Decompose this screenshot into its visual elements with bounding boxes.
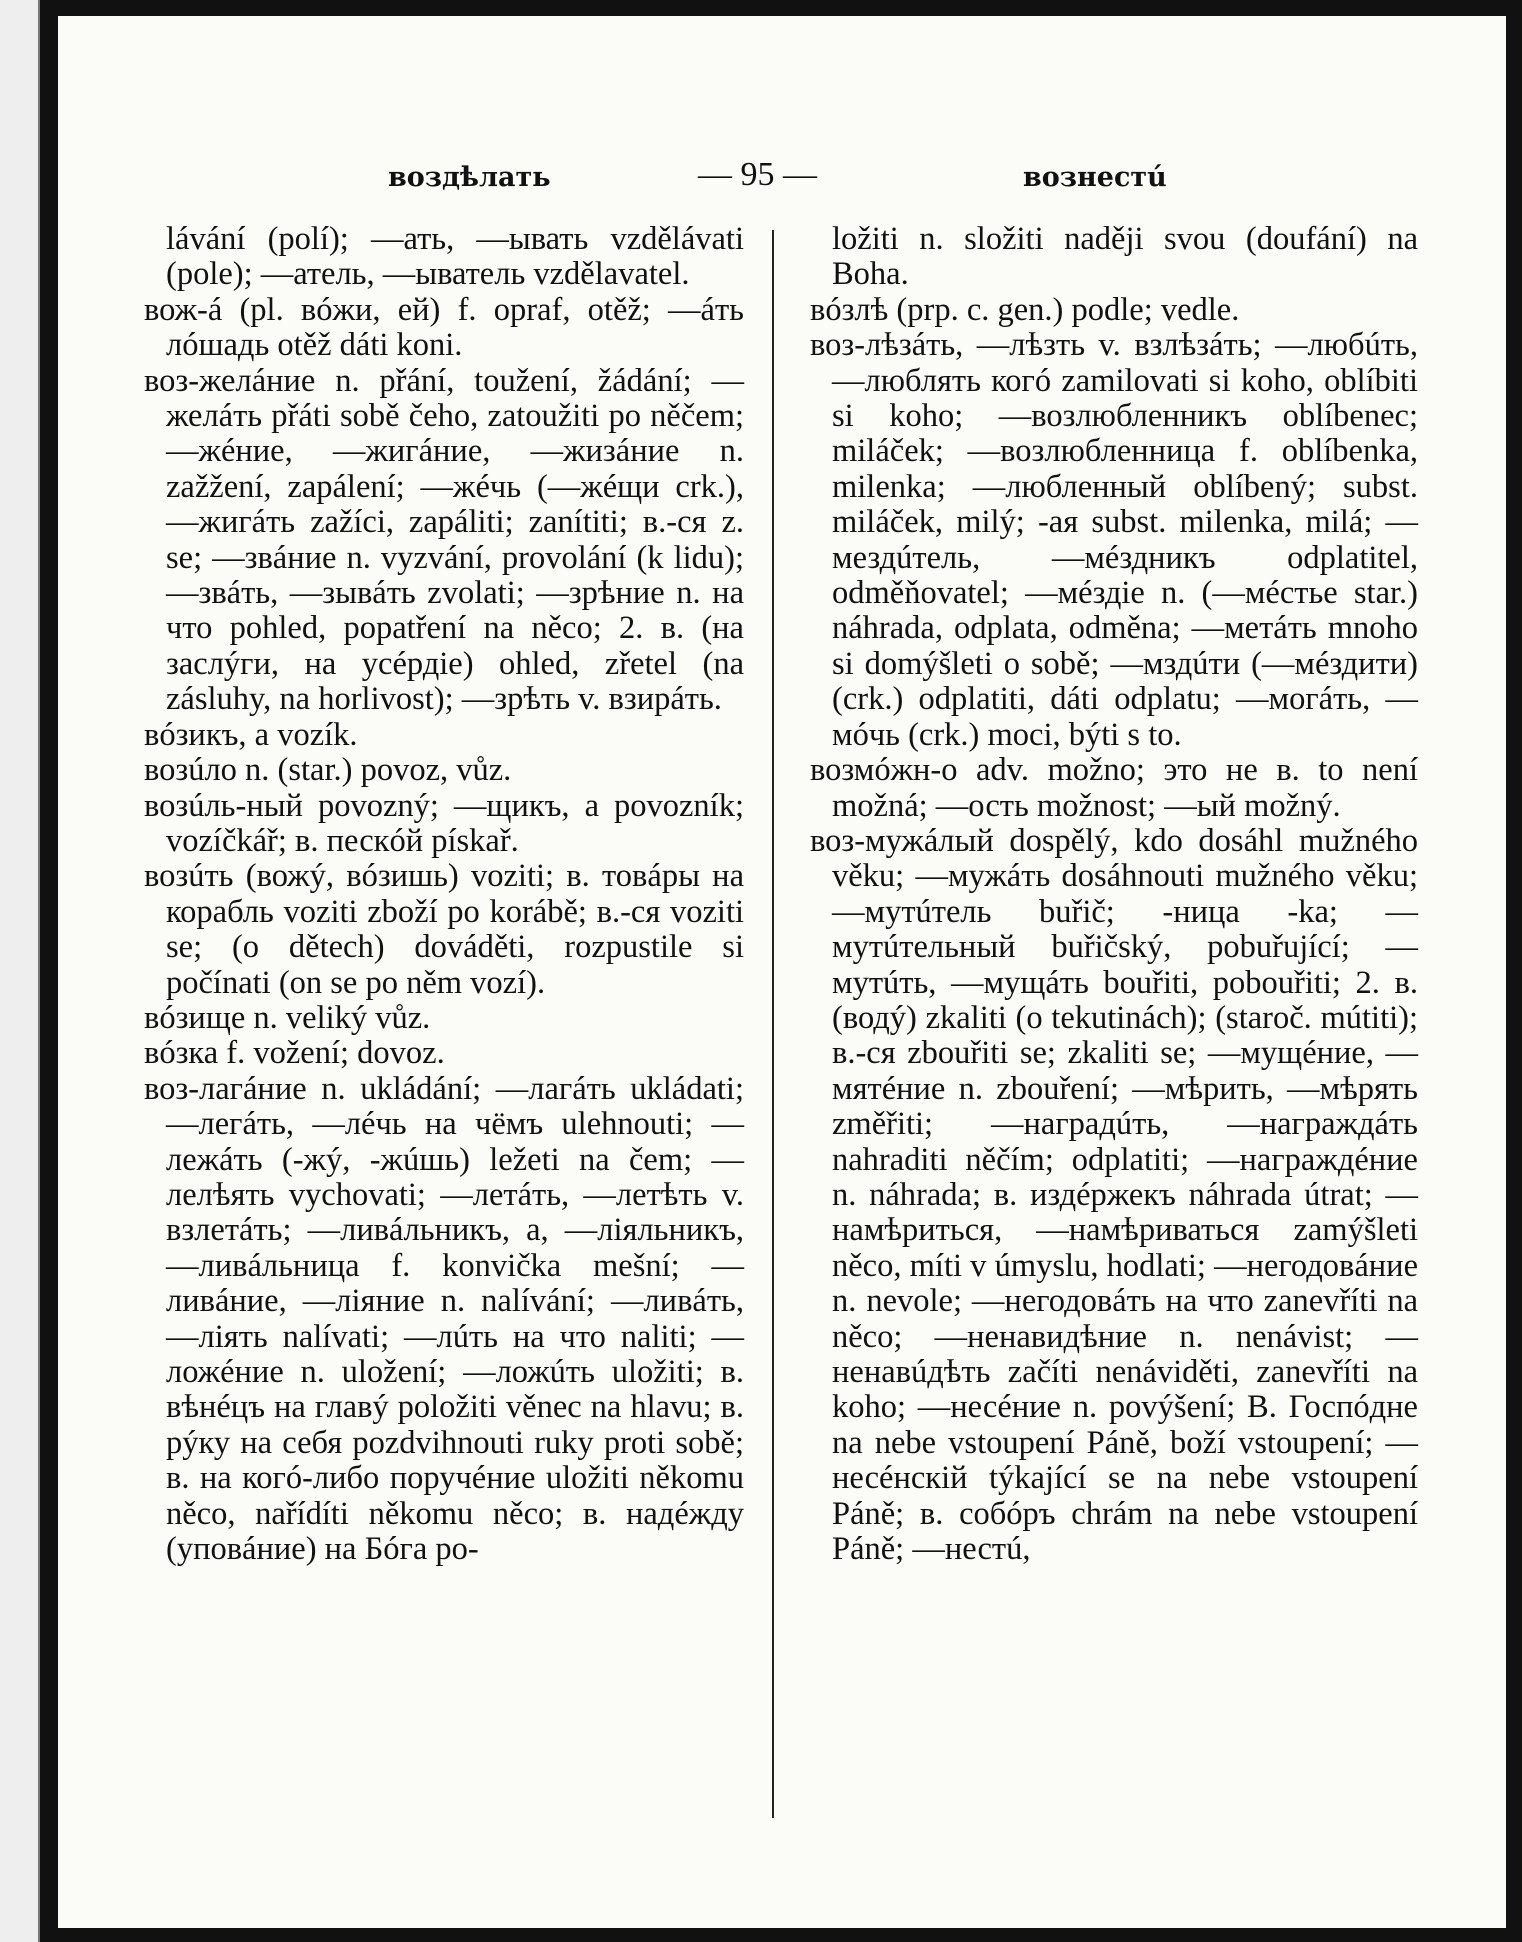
entry: воз-лагáние n. ukládání; —лагáть ukládati; —легáть, —лéчь на чёмъ ulehnouti; —лежáть (-жý, -жúшь) ležeti na čem; —лелѣять vychovati; —летáть, —летѣть v. взлетáть; —ливáльникъ, a, —ліяльникъ, —ливáльница f. konvička mešní; —ливáние, —ліяние n. nalívání; —ливáть, —ліять nalívati; —лúть на что naliti; —ложéние n. uložení; —ложúть uložiti; в. вѣнéцъ на главý položiti věnec na hlavu; в. рýку на себя pozdvihnouti ruky proti sobě; в. на когó-либо поручéние uložiti někomu něco, nařídíti někomu něco; в. надéжду (уповáние) на Бóга po-: [144, 1070, 744, 1568]
entry: вóзлѣ (prp. c. gen.) podle; vedle.: [810, 291, 1240, 328]
entry: воз-лѣзáть, —лѣзть v. взлѣзáть; —любúть, —люблять когó zamilovati si koho, oblíbiti si koho; —возлюбленникъ oblíbenec; miláček; —возлюбленница f. oblíbenka, milenka; —любленный oblíbený; subst. miláček, milý; -ая subst. milenka, milá; —мездúтель, —мéздникъ odplatitel, odměňovatel; —мéздіе n. (—мéстье star.) náhrada, odplata, odměna; —метáть mnoho si domýšleti o sobě; —мздúти (—мéздити) (crk.) odplatiti, dáti odplatu; —могáть, —мóчь (crk.) moci, býti s to.: [810, 327, 1418, 753]
entry: возúло n. (star.) povoz, vůz.: [144, 752, 512, 789]
page-number: — 95 —: [698, 156, 817, 193]
entry: воз-мужáлый dospělý, kdo dosáhl mužného věku; —мужáть dosáhnouti mužného věku; —мутúтель buřič; -ница -ka; —мутúтельный buřičský, pobuřující; —мутúть, —мущáть bouřiti, pobouřiti; 2. в. (водý) zkaliti (o tekutinách); (staroč. mútiti); в.-ся zbouřiti se; zkaliti se; —мущéние, —мятéние n. zbouření; —мѣрить, —мѣрять změřiti; —наградúть, —награждáть nahraditi něčím; odplatiti; —награждéние n. náhrada; в. издéржекъ náhrada útrat; —намѣриться, —намѣриваться zamýšleti něco, míti v úmyslu, hodlati; —негодовáние n. nevole; —негодовáть на что zanevříti na něco; —ненавидѣние n. nenávist; —ненавúдѣть začíti nenáviděti, zanevříti na koho; —несéние n. povýšení; В. Госпóдне na nebe vstoupení Páně, boží vstoupení; —несéнскій týkající se na nebe vstoupení Páně; в. собóръ chrám na nebe vstoupení Páně; —нестú,: [810, 822, 1418, 1568]
entry: воз-желáние n. přání, toužení, žádání; —желáть přáti sobě čeho, zatoužiti po něčem; —жéние, —жигáние, —жизáние n. zažžení, zapálení; —жéчь (—жéщи crk.), —жигáть zažíci, zapáliti; zanítiti; в.-ся z. se; —звáние n. vyzvání, provolání (k lidu); —звáть, —зывáть zvolati; —зрѣние n. на что pohled, popatření na něco; 2. в. (на заслýги, на усéрдіе) ohled, zřetel (na zásluhy, na horlivost); —зрѣть v. взирáть.: [144, 362, 744, 718]
running-header: [58, 156, 1506, 200]
entry: возúть (вожý, вóзишь) voziti; в. товáры на корабль voziti zboží po korábě; в.-ся voziti se; (o dětech) dováděti, rozpustile si počínati (on se po něm vozí).: [144, 858, 744, 1001]
entry: ložiti n. složiti naději svou (doufání) na Boha.: [832, 221, 1418, 293]
entry: вóзка f. vožení; dovoz.: [144, 1035, 445, 1072]
adjacent-page-edge: [0, 0, 40, 1942]
left-column: [144, 222, 744, 1567]
entry: вóзикъ, a vozík.: [144, 716, 358, 753]
entry: lávání (polí); —ать, —ывать vzdělávati (pole); —атель, —ыватель vzdělavatel.: [166, 221, 744, 293]
right-column: [810, 222, 1418, 1567]
entry: вож-á (pl. вóжи, ей) f. opraf, otěž; —áть лóшадь otěž dáti koni.: [144, 291, 744, 364]
column-divider: [772, 230, 774, 1818]
dictionary-page: [58, 16, 1506, 1928]
header-left-guideword: воздѣлать: [388, 162, 551, 193]
entry: возúль-ный povozný; —щикъ, a povozník; vozíčkář; в. пескóй pískař.: [144, 787, 744, 859]
header-right-guideword: вознестú: [1023, 162, 1167, 193]
entry: вóзище n. veliký vůz.: [144, 999, 431, 1036]
entry: возмóжн-о adv. možno; это не в. to není možná; —ость možnost; —ый možný.: [810, 752, 1418, 824]
